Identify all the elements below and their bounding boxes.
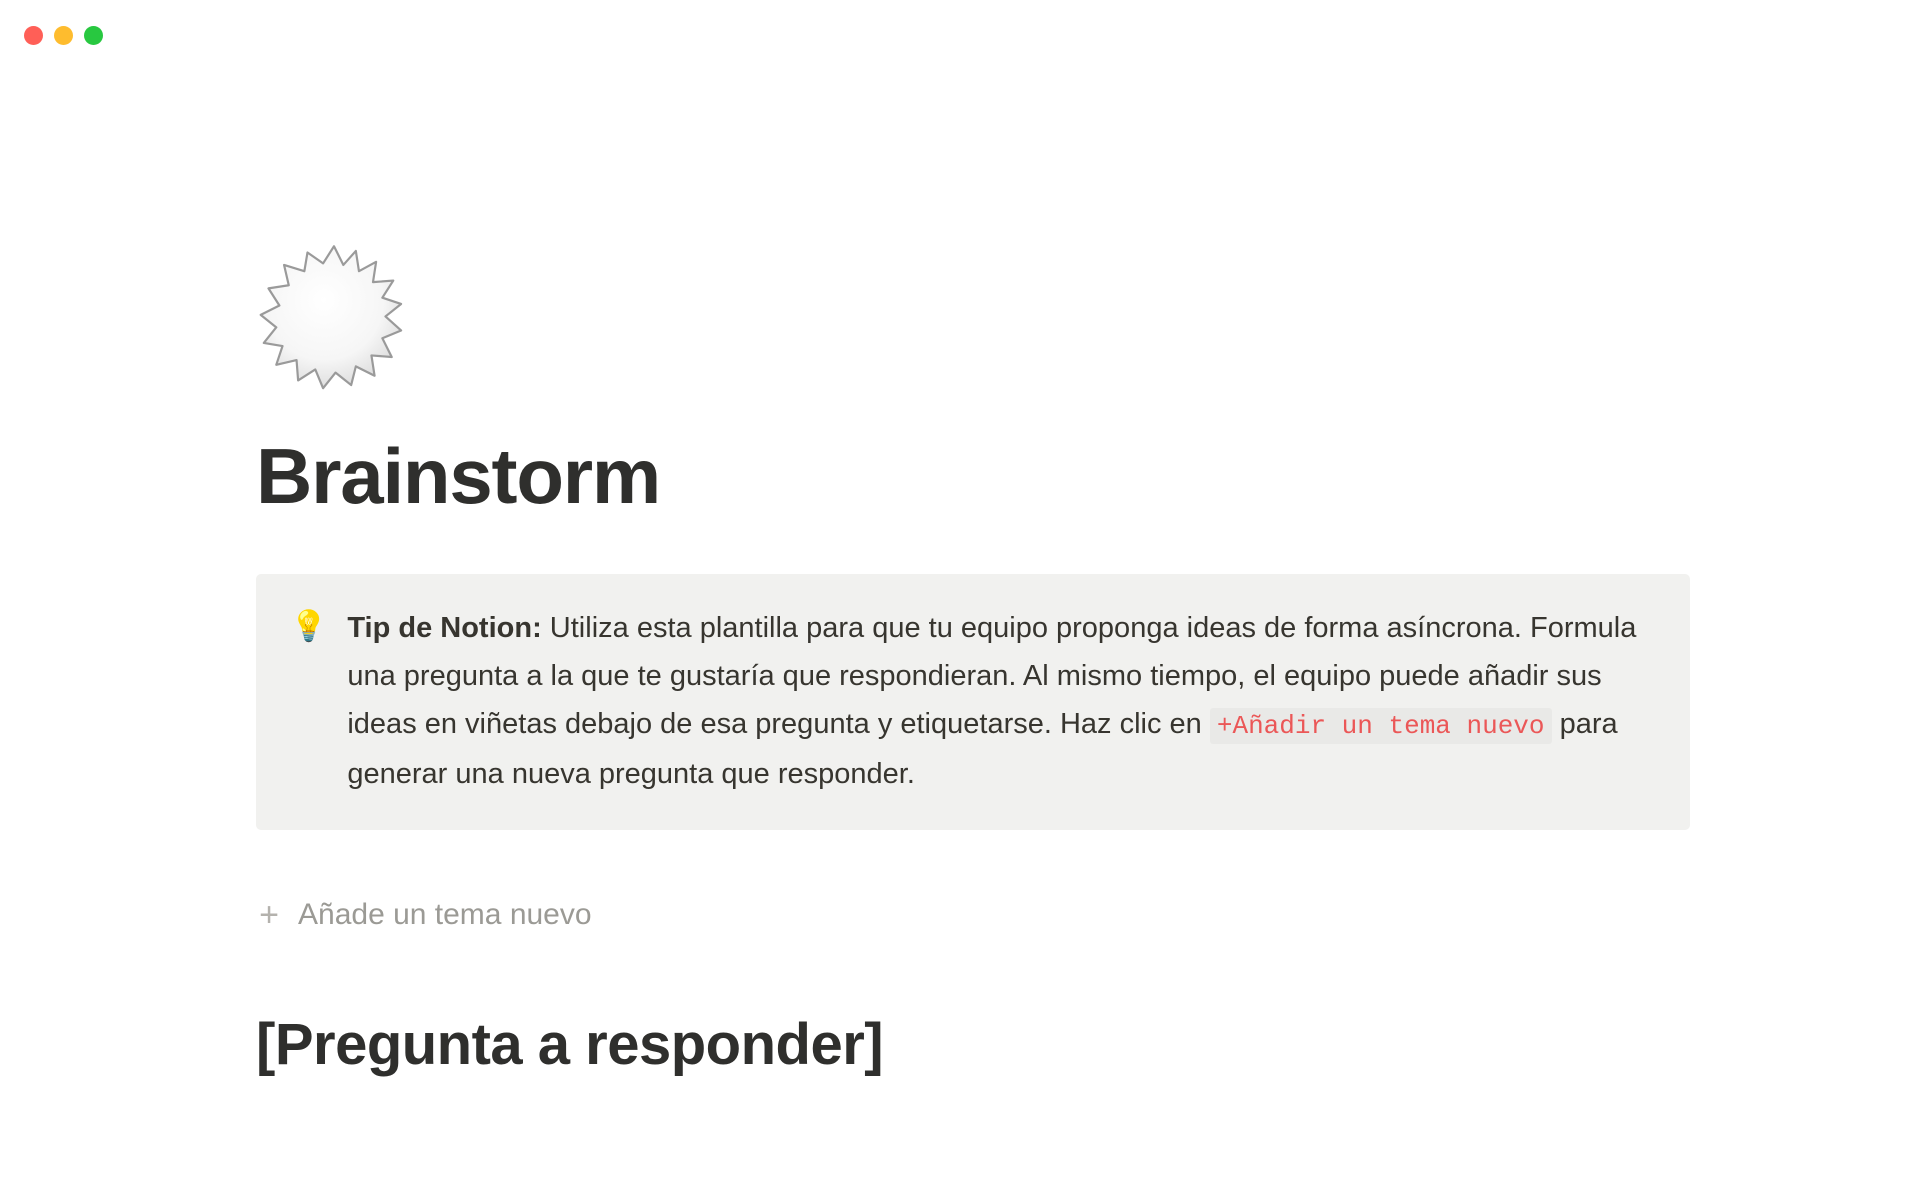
callout-text bbox=[347, 604, 1637, 798]
notion-tip-callout bbox=[256, 574, 1690, 830]
callout-body-before: Utiliza esta plantilla para que tu equipo proponga ideas de forma asíncrona. Formula una pregunta a la que te gustaría que respondieran. Al mismo tiempo, el equipo puede añadir sus ideas en viñetas debajo de esa pregunta y etiquetarse. Haz clic en bbox=[347, 611, 1637, 740]
inline-code-add-topic: +Añadir un tema nuevo bbox=[1210, 708, 1552, 744]
page-title[interactable]: Brainstorm bbox=[256, 432, 661, 520]
page-content bbox=[256, 0, 1690, 1079]
add-new-topic-button[interactable] bbox=[256, 895, 676, 934]
plus-icon: + bbox=[259, 895, 279, 934]
add-new-topic-label: Añade un tema nuevo bbox=[298, 897, 592, 931]
question-heading[interactable]: [Pregunta a responder] bbox=[256, 1011, 884, 1077]
speech-explosion-icon[interactable] bbox=[256, 240, 412, 396]
callout-lead: Tip de Notion: bbox=[347, 611, 542, 644]
callout-body-after: para generar una nueva pregunta que responder. bbox=[347, 707, 1618, 790]
light-bulb-icon: 💡 bbox=[290, 609, 328, 643]
